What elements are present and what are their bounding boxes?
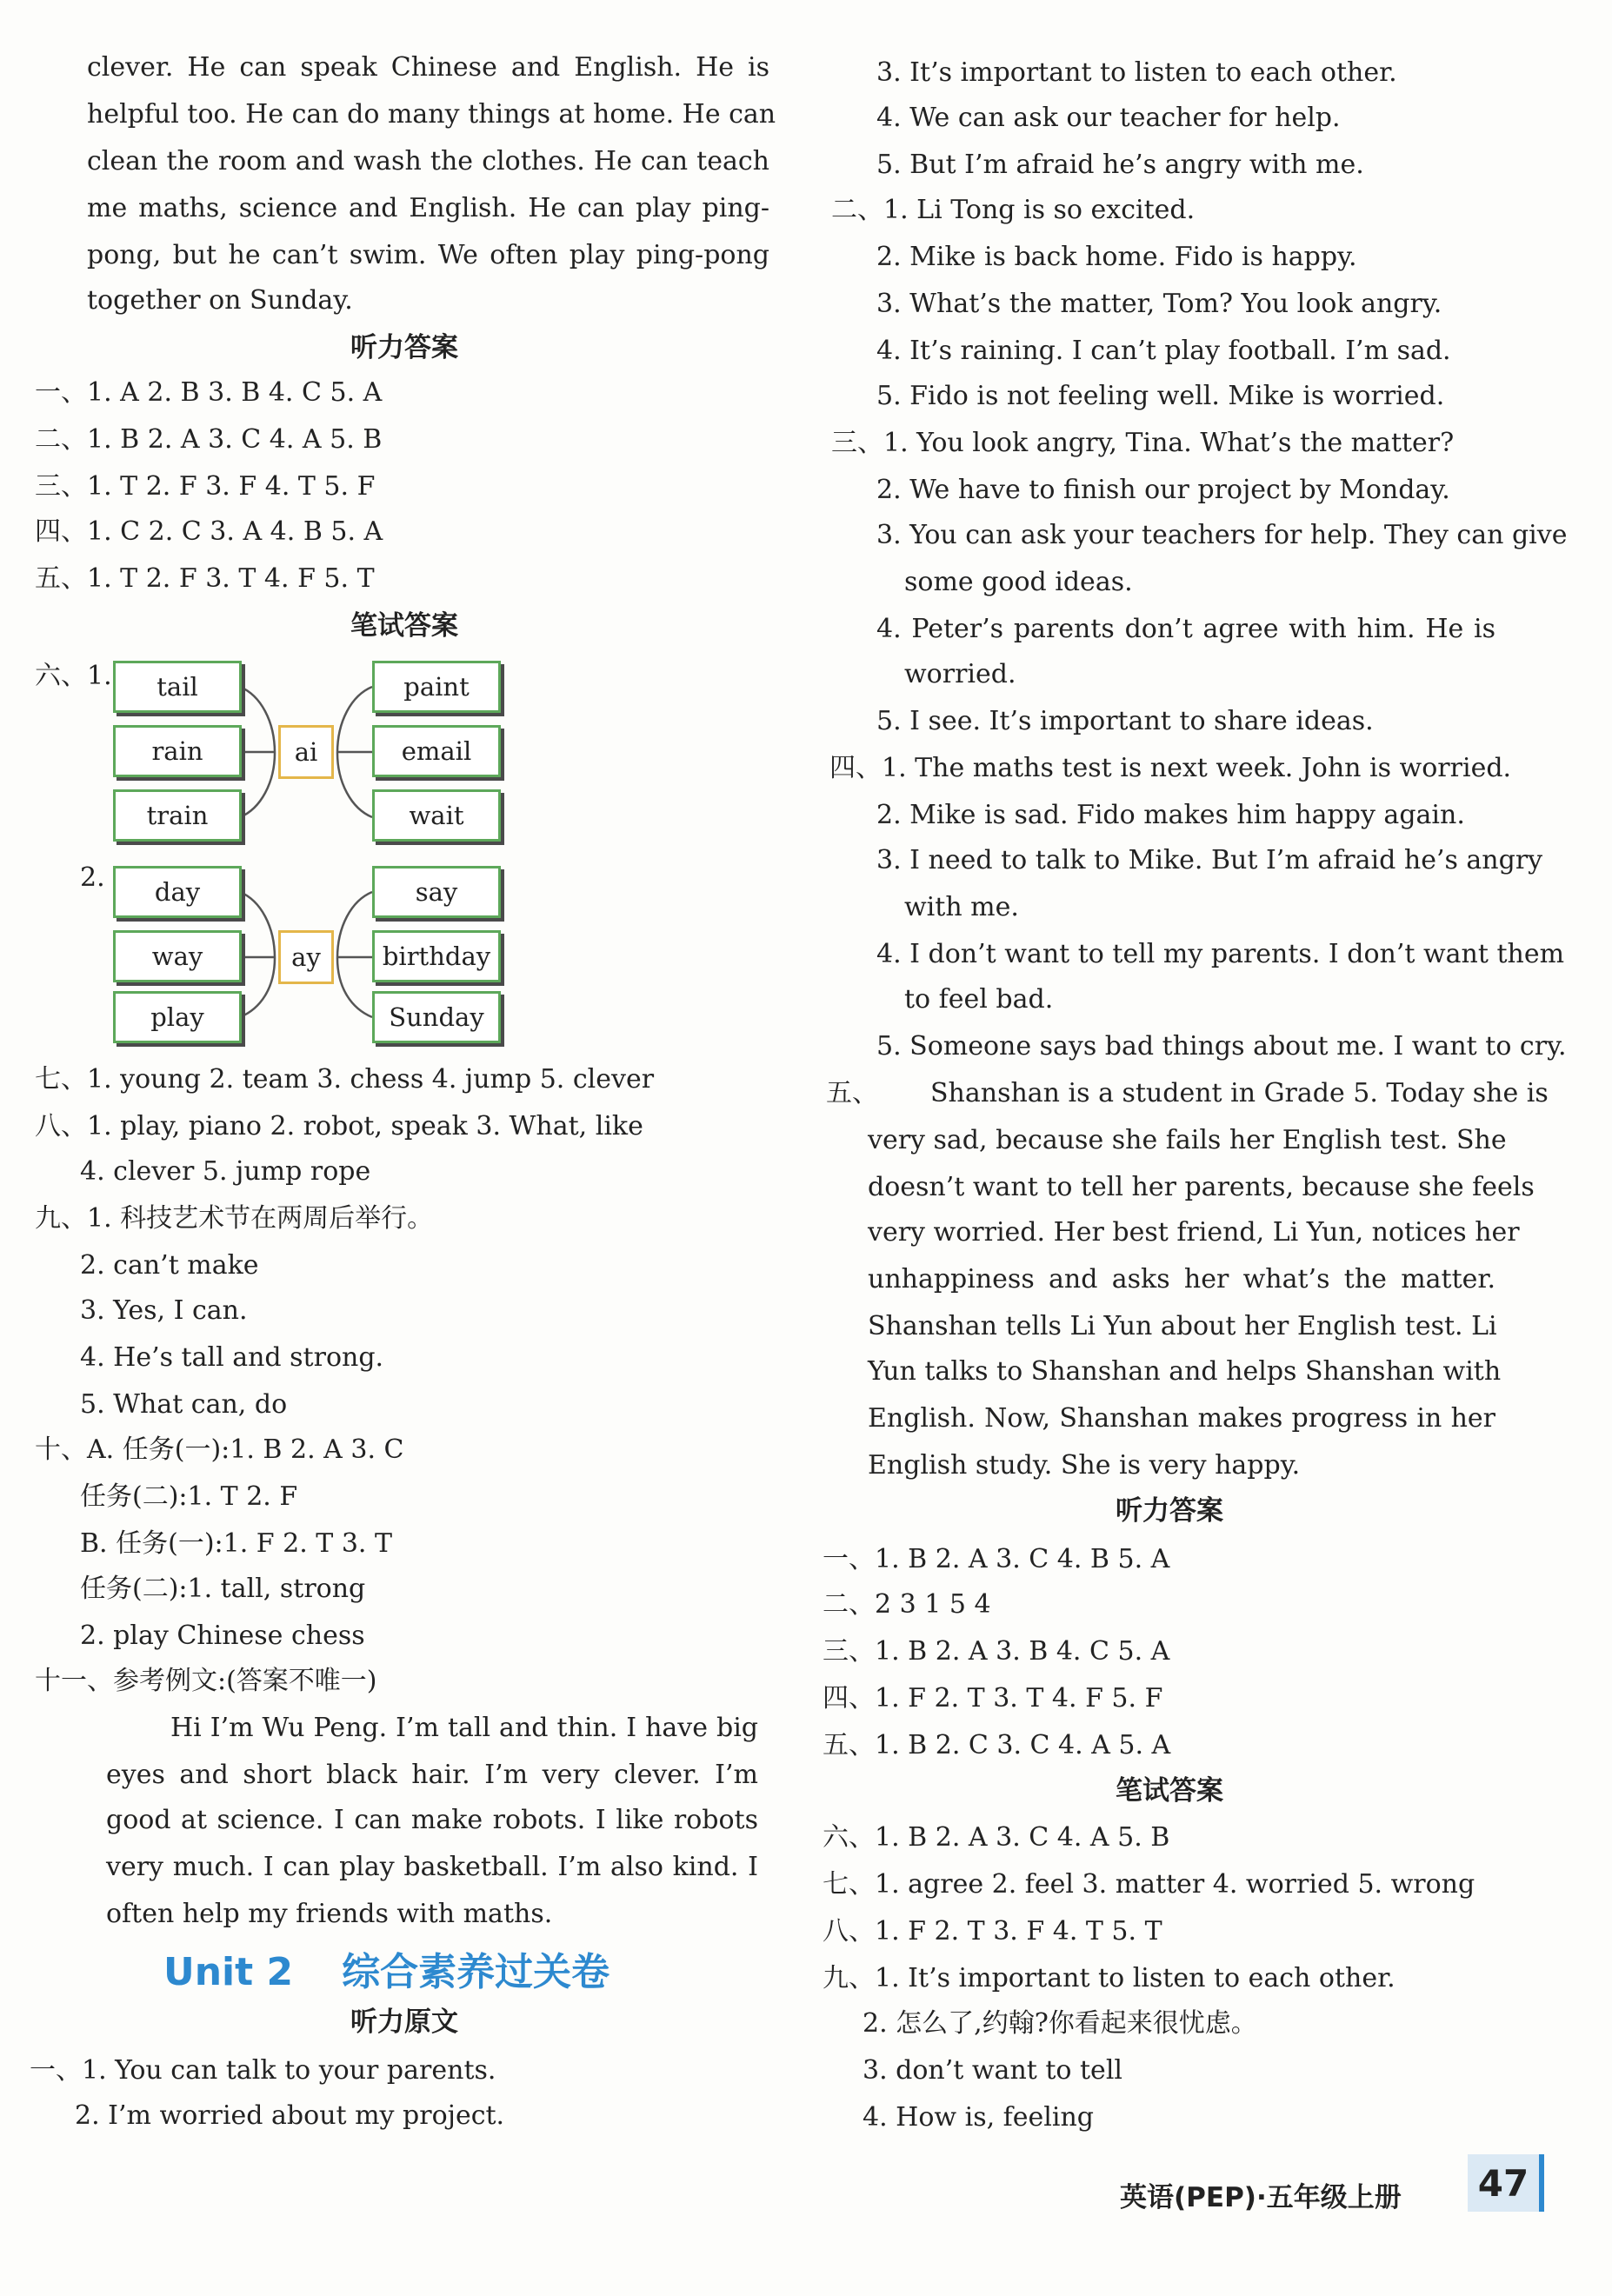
- answer-line: 2. can’t make: [80, 1250, 259, 1281]
- word-box: birthday: [372, 930, 501, 982]
- answer-line: 七、1. agree 2. feel 3. matter 4. worried 5. wrong: [823, 1869, 1475, 1900]
- written-answers-heading: 笔试答案: [350, 610, 458, 642]
- script-line: 5. Someone says bad things about me. I want to cry.: [876, 1031, 1567, 1061]
- answer-line: 五、1. T 2. F 3. T 4. F 5. T: [35, 563, 375, 594]
- script-line: 三、1. You look angry, Tina. What’s the matter?: [831, 428, 1455, 458]
- script-line: 4. I don’t want to tell my parents. I don’t want them: [876, 939, 1565, 969]
- passage-line: unhappiness and asks her what’s the matter.: [868, 1264, 1495, 1294]
- word-box: train: [113, 789, 242, 842]
- phonics-hub-box: ai: [278, 725, 334, 779]
- answer-line: B. 任务(一):1. F 2. T 3. T: [80, 1528, 393, 1559]
- answer-line: 任务(二):1. T 2. F: [80, 1481, 298, 1512]
- word-box: day: [113, 866, 242, 918]
- passage-line: clever. He can speak Chinese and English. He is: [87, 52, 769, 83]
- answer-line: 4. clever 5. jump rope: [80, 1156, 371, 1187]
- listening-answers-heading: 听力答案: [350, 332, 458, 363]
- answer-line: 二、2 3 1 5 4: [823, 1589, 991, 1620]
- passage-line: English study. She is very happy.: [868, 1450, 1301, 1481]
- unit-name: 综合素养过关卷: [342, 1950, 610, 1994]
- script-line: 4. It’s raining. I can’t play football. I’m sad.: [876, 336, 1451, 366]
- answer-line: 5. What can, do: [80, 1389, 288, 1420]
- script-line: 3. It’s important to listen to each other.: [876, 57, 1397, 88]
- diagram-two-label: 2.: [80, 862, 105, 893]
- passage-line: me maths, science and English. He can play ping-: [87, 193, 769, 223]
- answer-line: 六、1. B 2. A 3. C 4. A 5. B: [823, 1822, 1170, 1853]
- listening-script-heading: 听力原文: [350, 2007, 458, 2038]
- answer-line: 任务(二):1. tall, strong: [80, 1574, 366, 1604]
- script-line: worried.: [904, 659, 1016, 689]
- answer-line: 九、1. 科技艺术节在两周后举行。: [35, 1203, 434, 1234]
- answer-line: 二、1. B 2. A 3. C 4. A 5. B: [35, 424, 383, 455]
- script-line: 3. What’s the matter, Tom? You look angry.: [876, 289, 1442, 319]
- passage-line: English. Now, Shanshan makes progress in her: [868, 1403, 1495, 1434]
- passage-line: together on Sunday.: [87, 285, 353, 316]
- answer-line: 四、1. F 2. T 3. T 4. F 5. F: [823, 1683, 1163, 1714]
- answer-line: 三、1. T 2. F 3. F 4. T 5. F: [35, 471, 376, 502]
- word-box: Sunday: [372, 991, 501, 1043]
- script-line: 四、1. The maths test is next week. John is worried.: [829, 753, 1512, 783]
- answer-line: 九、1. It’s important to listen to each other.: [823, 1963, 1396, 1993]
- word-box: tail: [113, 661, 242, 713]
- passage-line: pong, but he can’t swim. We often play ping-pong: [87, 240, 769, 270]
- unit-title: [163, 1940, 609, 1996]
- passage-line: clean the room and wash the clothes. He can teach: [87, 146, 769, 176]
- passage-line: Shanshan is a student in Grade 5. Today she is: [930, 1078, 1549, 1108]
- essay-line: eyes and short black hair. I’m very clever. I’m: [106, 1760, 758, 1790]
- essay-line: good at science. I can make robots. I like robots: [106, 1805, 758, 1835]
- word-box: play: [113, 991, 242, 1043]
- answer-line: 八、1. F 2. T 3. F 4. T 5. T: [823, 1916, 1162, 1947]
- essay-line: often help my friends with maths.: [106, 1899, 553, 1929]
- written-answers-heading: 笔试答案: [1116, 1775, 1223, 1807]
- footer-subject: 英语(PEP)·五年级上册: [1120, 2182, 1402, 2213]
- answer-line: 2. play Chinese chess: [80, 1621, 365, 1651]
- script-line: 一、1. You can talk to your parents.: [30, 2055, 496, 2086]
- answer-line: 一、1. A 2. B 3. B 4. C 5. A: [35, 377, 383, 408]
- passage-line: very worried. Her best friend, Li Yun, notices her: [868, 1217, 1520, 1248]
- script-line: 4. Peter’s parents don’t agree with him. He is: [876, 614, 1495, 644]
- passage-line: Shanshan tells Li Yun about her English test. Li: [868, 1311, 1497, 1341]
- passage-line: helpful too. He can do many things at home. He can: [87, 99, 776, 130]
- script-line: some good ideas.: [904, 567, 1133, 597]
- answer-line: 八、1. play, piano 2. robot, speak 3. What, like: [35, 1111, 643, 1141]
- answer-line: 五、1. B 2. C 3. C 4. A 5. A: [823, 1730, 1171, 1760]
- script-line: 2. We have to finish our project by Monday.: [876, 475, 1450, 505]
- answer-line: 4. He’s tall and strong.: [80, 1342, 384, 1373]
- phonics-hub-box: ay: [278, 930, 334, 984]
- script-line: 5. Fido is not feeling well. Mike is worried.: [876, 381, 1445, 411]
- script-line: 2. Mike is back home. Fido is happy.: [876, 242, 1357, 272]
- script-line: 2. Mike is sad. Fido makes him happy again.: [876, 800, 1465, 830]
- script-line: 3. I need to talk to Mike. But I’m afraid he’s angry: [876, 845, 1543, 875]
- answer-line: 4. How is, feeling: [863, 2102, 1094, 2133]
- unit-label: Unit 2: [163, 1950, 294, 1994]
- answer-line: 四、1. C 2. C 3. A 4. B 5. A: [35, 516, 383, 547]
- script-line: to feel bad.: [904, 984, 1054, 1015]
- word-box: rain: [113, 725, 242, 777]
- script-line: 5. But I’m afraid he’s angry with me.: [876, 150, 1364, 180]
- answer-line: 十、A. 任务(一):1. B 2. A 3. C: [35, 1434, 404, 1465]
- word-box: paint: [372, 661, 501, 713]
- passage-line: Yun talks to Shanshan and helps Shanshan with: [868, 1356, 1502, 1387]
- page-number: 47: [1468, 2154, 1544, 2212]
- answer-line: 一、1. B 2. A 3. C 4. B 5. A: [823, 1544, 1170, 1574]
- passage-line: doesn’t want to tell her parents, because she feels: [868, 1172, 1535, 1202]
- answer-line: 十一、参考例文:(答案不唯一): [35, 1666, 377, 1696]
- word-box: wait: [372, 789, 501, 842]
- word-box: email: [372, 725, 501, 777]
- answer-line: 3. Yes, I can.: [80, 1295, 248, 1326]
- section-five-label: 五、: [826, 1078, 878, 1108]
- answer-line: 3. don’t want to tell: [863, 2055, 1123, 2086]
- script-line: 4. We can ask our teacher for help.: [876, 103, 1341, 133]
- essay-line: very much. I can play basketball. I’m also kind. I: [106, 1852, 758, 1882]
- answer-line: 七、1. young 2. team 3. chess 4. jump 5. clever: [35, 1064, 655, 1095]
- answer-line: 2. 怎么了,约翰?你看起来很忧虑。: [863, 2008, 1257, 2039]
- word-box: way: [113, 930, 242, 982]
- passage-line: very sad, because she fails her English test. She: [868, 1125, 1507, 1155]
- essay-line: Hi I’m Wu Peng. I’m tall and thin. I have big: [170, 1713, 758, 1743]
- section-six-label: 六、1.: [35, 661, 112, 691]
- answer-line: 三、1. B 2. A 3. B 4. C 5. A: [823, 1636, 1170, 1667]
- script-line: 5. I see. It’s important to share ideas.: [876, 706, 1374, 736]
- script-line: with me.: [904, 892, 1019, 922]
- script-line: 3. You can ask your teachers for help. They can give: [876, 520, 1568, 550]
- word-box: say: [372, 866, 501, 918]
- listening-answers-heading: 听力答案: [1116, 1495, 1223, 1527]
- script-line: 二、1. Li Tong is so excited.: [831, 195, 1196, 225]
- script-line: 2. I’m worried about my project.: [75, 2100, 505, 2131]
